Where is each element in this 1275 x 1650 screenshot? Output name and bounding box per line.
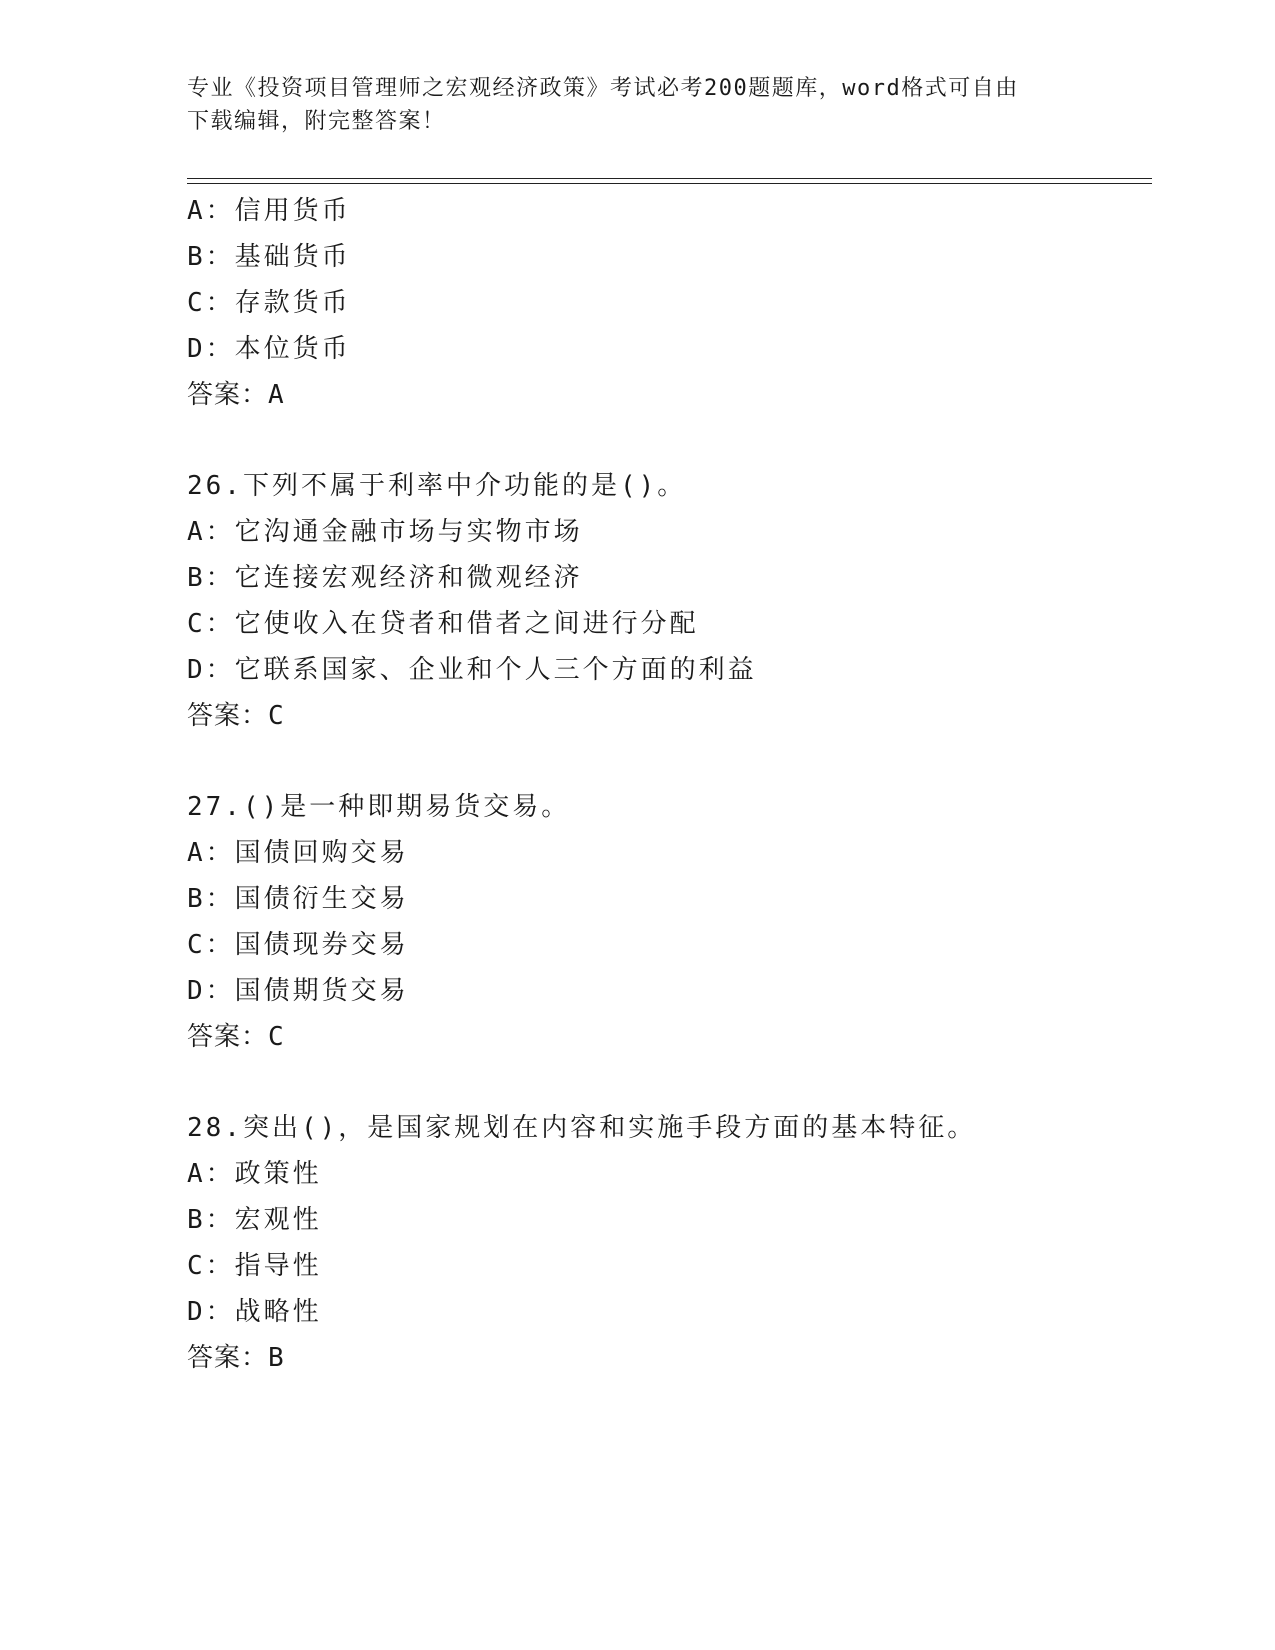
header-rule-top	[187, 178, 1152, 179]
question-stem: 28.突出()，是国家规划在内容和实施手段方面的基本特征。	[187, 1113, 977, 1143]
option-c: C：国债现券交易	[187, 930, 409, 960]
answer-line: 答案：A	[187, 380, 285, 410]
question-list	[187, 188, 1147, 1381]
header-line-2: 下载编辑，附完整答案！	[187, 109, 446, 134]
option-b: B：国债衍生交易	[187, 884, 409, 914]
question-block	[187, 1105, 1147, 1381]
answer-line: 答案：C	[187, 701, 285, 731]
answer-line: 答案：B	[187, 1343, 285, 1373]
question-stem: 27.()是一种即期易货交易。	[187, 792, 571, 822]
question-gap	[187, 418, 1147, 463]
option-b: B：宏观性	[187, 1205, 322, 1235]
header-rule-bottom	[187, 183, 1152, 184]
option-d: D：它联系国家、企业和个人三个方面的利益	[187, 655, 757, 685]
option-c: C：存款货币	[187, 288, 351, 318]
question-stem: 26.下列不属于利率中介功能的是()。	[187, 471, 687, 501]
option-b: B：基础货币	[187, 242, 351, 272]
option-d: D：战略性	[187, 1297, 322, 1327]
header-line-1: 专业《投资项目管理师之宏观经济政策》考试必考200题题库，word格式可自由	[187, 76, 1019, 101]
question-gap	[187, 1060, 1147, 1105]
option-d: D：本位货币	[187, 334, 351, 364]
option-a: A：政策性	[187, 1159, 322, 1189]
option-c: C：它使收入在贷者和借者之间进行分配	[187, 609, 699, 639]
option-a: A：它沟通金融市场与实物市场	[187, 517, 583, 547]
answer-line: 答案：C	[187, 1022, 285, 1052]
option-b: B：它连接宏观经济和微观经济	[187, 563, 583, 593]
option-a: A：国债回购交易	[187, 838, 409, 868]
question-block	[187, 463, 1147, 739]
option-c: C：指导性	[187, 1251, 322, 1281]
question-block	[187, 784, 1147, 1060]
option-d: D：国债期货交易	[187, 976, 409, 1006]
question-gap	[187, 739, 1147, 784]
question-block	[187, 188, 1147, 418]
document-header	[187, 72, 1087, 138]
option-a: A：信用货币	[187, 196, 351, 226]
